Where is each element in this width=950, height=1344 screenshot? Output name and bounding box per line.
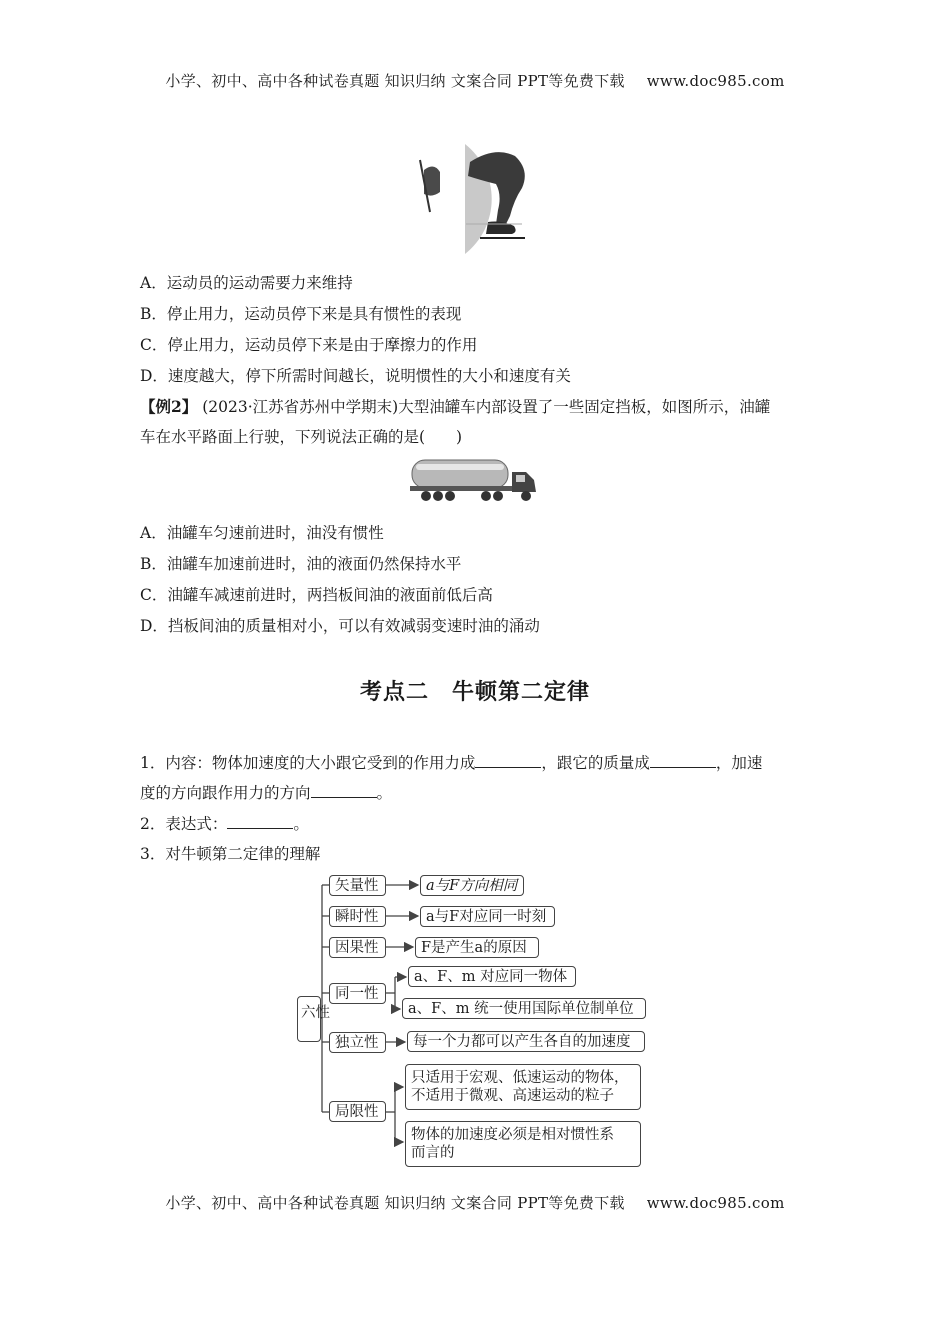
detail-limitation-2-line1: 物体的加速度必须是相对惯性系 xyxy=(411,1127,614,1143)
detail-limitation-1 xyxy=(405,1064,641,1110)
detail-causality: F是产生a的原因 xyxy=(415,937,539,958)
branch-independence: 独立性 xyxy=(329,1032,386,1053)
section-title: 考点二 牛顿第二定律 xyxy=(359,679,590,705)
detail-identity-1: a、F、m 对应同一物体 xyxy=(408,966,576,987)
q1-option-d: D．速度越大，停下所需时间越长，说明惯性的大小和速度有关 xyxy=(140,367,571,385)
detail-limitation-1-line2: 不适用于微观、高速运动的粒子 xyxy=(411,1088,614,1104)
item-1-text-d: 度的方向跟作用力的方向 xyxy=(140,784,311,802)
q2-stem-line2: 车在水平路面上行驶，下列说法正确的是( ) xyxy=(140,428,463,446)
page-footer xyxy=(0,1192,950,1213)
detail-limitation-2 xyxy=(405,1121,641,1167)
header-url: www.doc985.com xyxy=(646,72,785,90)
detail-vector: a与F方向相同 xyxy=(420,875,524,896)
q2-option-c: C．油罐车减速前进时，两挡板间油的液面前低后高 xyxy=(140,586,493,604)
header-text: 小学、初中、高中各种试卷真题 知识归纳 文案合同 PPT等免费下载 xyxy=(165,72,625,90)
q2-label: 【例2】 xyxy=(140,397,198,416)
detail-independence: 每一个力都可以产生各自的加速度 xyxy=(407,1031,645,1052)
item-1-text-c: ，加速 xyxy=(715,754,763,772)
q2-stem-text: (2023·江苏省苏州中学期末)大型油罐车内部设置了一些固定挡板，如图所示，油罐 xyxy=(202,398,771,416)
branch-limitation: 局限性 xyxy=(329,1101,386,1122)
detail-limitation-2-line2: 而言的 xyxy=(411,1145,455,1161)
q1-option-c: C．停止用力，运动员停下来是由于摩擦力的作用 xyxy=(140,336,478,354)
item-2-text: 2．表达式： xyxy=(140,815,228,833)
item-3: 3．对牛顿第二定律的理解 xyxy=(140,845,321,863)
q1-option-b: B．停止用力，运动员停下来是具有惯性的表现 xyxy=(140,305,462,323)
q2-option-a: A．油罐车匀速前进时，油没有惯性 xyxy=(140,524,384,542)
item-1-text-a: 1．内容：物体加速度的大小跟它受到的作用力成 xyxy=(140,754,476,772)
item-1-text-b: ，跟它的质量成 xyxy=(541,754,650,772)
footer-url: www.doc985.com xyxy=(646,1194,785,1212)
item-1-end: 。 xyxy=(376,784,393,802)
q1-option-a: A．运动员的运动需要力来维持 xyxy=(140,274,353,292)
branch-causality: 因果性 xyxy=(329,937,386,958)
branch-vector: 矢量性 xyxy=(329,875,386,896)
item-2-end: 。 xyxy=(293,815,309,833)
detail-identity-2: a、F、m 统一使用国际单位制单位 xyxy=(402,998,646,1019)
q2-option-b: B．油罐车加速前进时，油的液面仍然保持水平 xyxy=(140,555,462,573)
footer-text: 小学、初中、高中各种试卷真题 知识归纳 文案合同 PPT等免费下载 xyxy=(165,1194,625,1212)
detail-limitation-1-line1: 只适用于宏观、低速运动的物体， xyxy=(411,1070,629,1086)
q2-option-d: D．挡板间油的质量相对小，可以有效减弱变速时油的涌动 xyxy=(140,617,540,635)
diagram-root-six-properties: 六性 xyxy=(297,996,321,1042)
branch-instantaneity: 瞬时性 xyxy=(329,906,386,927)
detail-instantaneity: a与F对应同一时刻 xyxy=(420,906,555,927)
branch-identity: 同一性 xyxy=(329,983,386,1004)
